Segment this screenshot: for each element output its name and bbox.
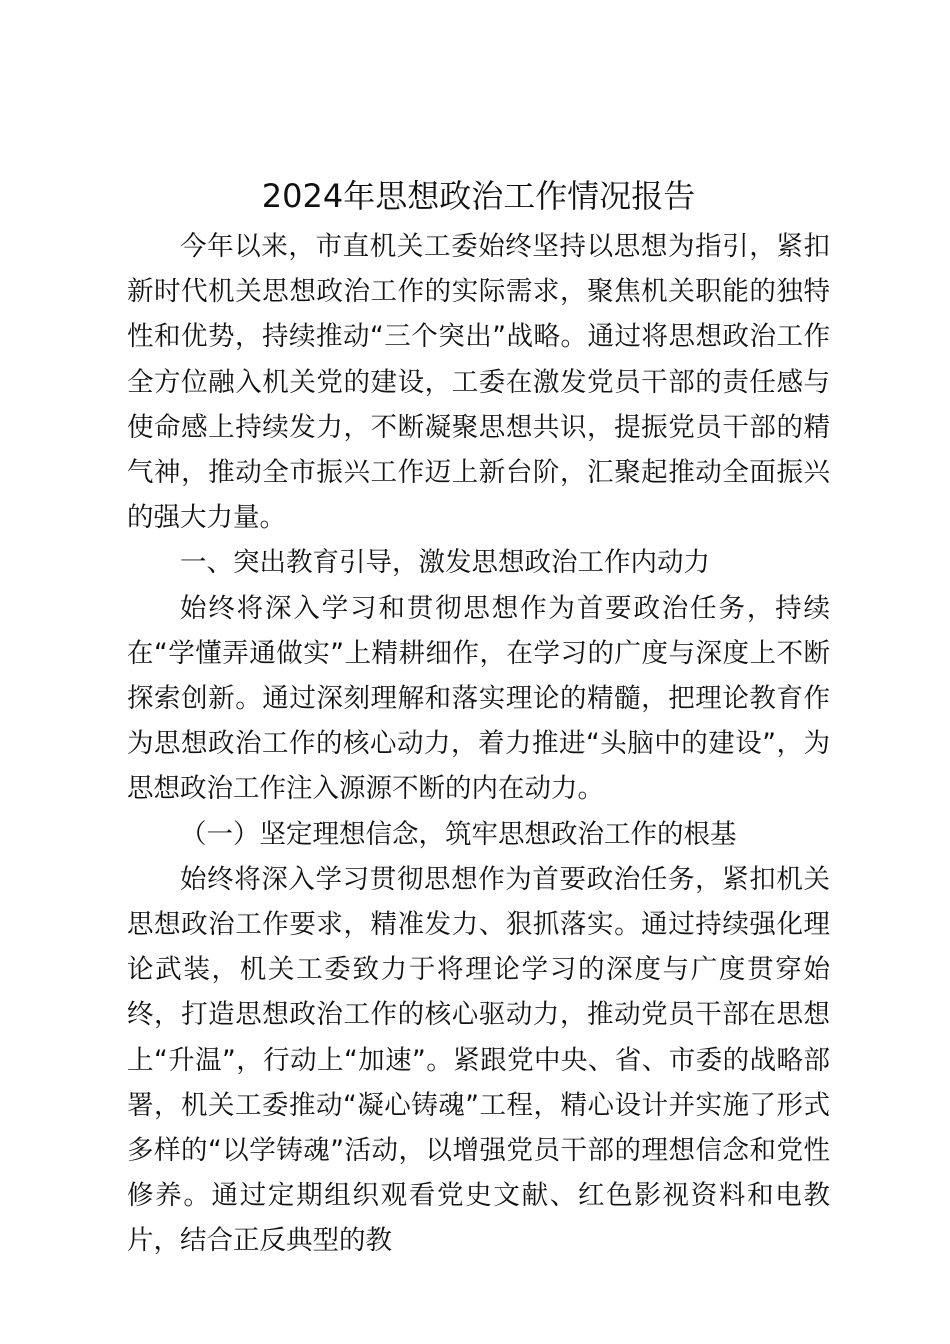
section-heading-1: 一、突出教育引导，激发思想政治工作内动力 [180, 547, 710, 579]
subsection-heading-1: （一）坚定理想信念，筑牢思想政治工作的根基 [180, 818, 737, 850]
section-1-paragraph: 始终将深入学习和贯彻思想作为首要政治任务，持续在“学懂弄通做实”上精耕细作，在学习的广度与深度上不断探索创新。通过深刻理解和落实理论的精髓，把理论教育作为思想政治工作的核心动力，着力推进“头脑中的建设”，为思想政治工作注入源源不断的内在动力。 [127, 592, 830, 805]
document-title: 2024年思想政治工作情况报告 [261, 177, 696, 215]
subsection-1-paragraph: 始终将深入学习贯彻思想作为首要政治任务，紧扣机关思想政治工作要求，精准发力、狠抓落实。通过持续强化理论武装，机关工委致力于将理论学习的深度与广度贯穿始终，打造思想政治工作的核心驱动力，推动党员干部在思想上“升温”，行动上“加速”。紧跟党中央、省、市委的战略部署，机关工委推动“凝心铸魂”工程，精心设计并实施了形式多样的“以学铸魂”活动，以增强党员干部的理想信念和党性修养。通过定期组织观看党史文献、红色影视资料和电教片，结合正反典型的教 [127, 863, 830, 1257]
intro-paragraph: 今年以来，市直机关工委始终坚持以思想为指引，紧扣新时代机关思想政治工作的实际需求，聚焦机关职能的独特性和优势，持续推动“三个突出”战略。通过将思想政治工作全方位融入机关党的建设，工委在激发党员干部的责任感与使命感上持续发力，不断凝聚思想共识，提振党员干部的精气神，推动全市振兴工作迈上新台阶，汇聚起推动全面振兴的强大力量。 [127, 231, 830, 534]
